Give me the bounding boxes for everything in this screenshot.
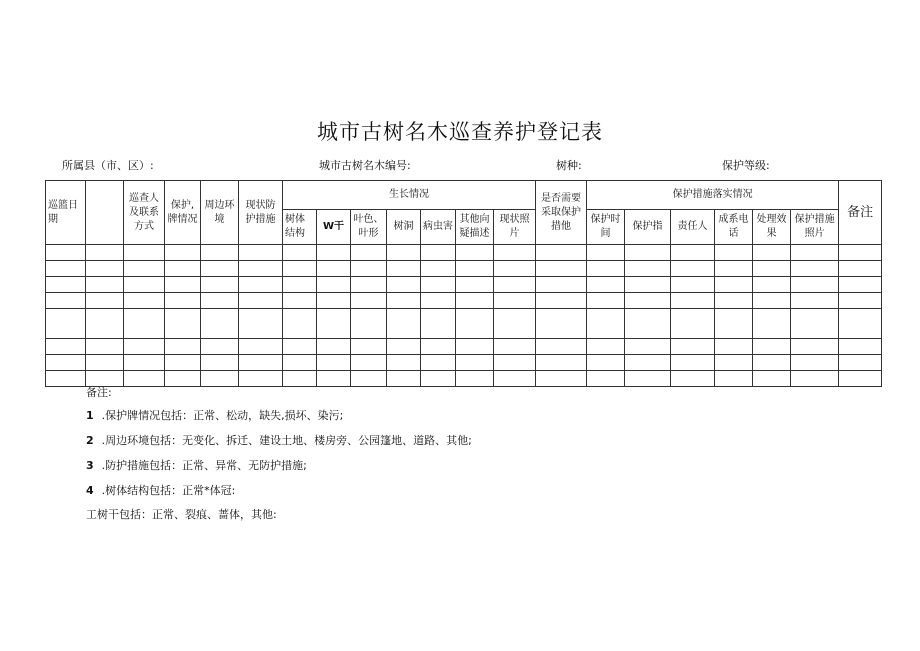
header-measure-photo: 保护措施照片 [791,210,839,245]
table-cell[interactable] [387,293,421,309]
header-measures: 现状防护措施 [239,181,283,245]
table-cell[interactable] [625,355,671,371]
table-cell[interactable] [124,261,165,277]
table-cell[interactable] [239,355,283,371]
table-cell[interactable] [791,245,839,261]
header-leaf: 叶色、叶形 [351,210,387,245]
table-cell[interactable] [317,355,351,371]
table-cell[interactable] [839,371,882,387]
table-cell[interactable] [839,355,882,371]
table-cell[interactable] [201,277,239,293]
table-row [46,261,882,277]
table-cell[interactable] [587,339,625,355]
table-cell[interactable] [587,245,625,261]
table-cell[interactable] [283,277,317,293]
table-cell[interactable] [317,277,351,293]
table-cell[interactable] [625,339,671,355]
table-cell[interactable] [201,261,239,277]
note-item-4 [86,482,235,498]
table-cell[interactable] [715,293,753,309]
header-prot-measure: 保护指 [625,210,671,245]
tree-id-label: 城市古树名木编号: [319,159,411,172]
table-cell[interactable] [536,355,587,371]
table-cell[interactable] [387,339,421,355]
table-row [46,277,882,293]
table-cell[interactable] [456,293,494,309]
table-cell[interactable] [671,355,715,371]
table-row [46,309,882,339]
header-environment: 周边环境 [201,181,239,245]
table-row [46,339,882,355]
table-cell[interactable] [791,261,839,277]
table-cell[interactable] [791,309,839,339]
table-cell[interactable] [387,245,421,261]
table-cell[interactable] [239,339,283,355]
table-cell[interactable] [351,293,387,309]
note-text: .树体结构包括：正常*体冠: [101,484,236,497]
table-cell[interactable] [715,371,753,387]
table-cell[interactable] [317,371,351,387]
table-cell[interactable] [536,293,587,309]
table-cell[interactable] [317,261,351,277]
table-cell[interactable] [124,309,165,339]
table-cell[interactable] [124,355,165,371]
table-cell[interactable] [421,277,456,293]
table-cell[interactable] [715,261,753,277]
table-cell[interactable] [201,355,239,371]
header-cavity: 树洞 [387,210,421,245]
table-cell[interactable] [387,277,421,293]
table-cell[interactable] [351,277,387,293]
table-cell[interactable] [671,245,715,261]
table-cell[interactable] [46,261,86,277]
table-cell[interactable] [387,355,421,371]
header-patrol-date: 巡篮日期 [46,181,86,245]
table-cell[interactable] [317,293,351,309]
table-cell[interactable] [201,293,239,309]
table-cell[interactable] [625,293,671,309]
table-cell[interactable] [536,339,587,355]
table-cell[interactable] [456,245,494,261]
table-cell[interactable] [46,293,86,309]
table-cell[interactable] [124,277,165,293]
header-pests: 病虫害 [421,210,456,245]
table-cell[interactable] [791,371,839,387]
table-cell[interactable] [715,309,753,339]
table-cell[interactable] [671,277,715,293]
table-cell[interactable] [587,277,625,293]
table-cell[interactable] [317,309,351,339]
table-cell[interactable] [839,309,882,339]
table-cell[interactable] [165,309,201,339]
note-text: .保护牌情况包括：正常、松动，缺失,损坏、染污; [101,409,344,422]
header-contact: 成系电话 [715,210,753,245]
table-cell[interactable] [283,293,317,309]
table-row [46,293,882,309]
note-number: 4 [86,484,94,497]
table-cell[interactable] [839,261,882,277]
note-number: 3 [86,459,94,472]
header-growth: 生长情况 [283,181,536,210]
table-cell[interactable] [494,245,536,261]
table-cell[interactable] [387,261,421,277]
table-cell[interactable] [536,277,587,293]
table-cell[interactable] [536,245,587,261]
table-cell[interactable] [351,261,387,277]
note-item-2 [86,432,472,448]
registration-table [45,180,882,387]
header-prot-time: 保护时间 [587,210,625,245]
table-cell[interactable] [86,355,124,371]
table-cell[interactable] [317,339,351,355]
table-cell[interactable] [494,293,536,309]
header-implementation: 保护措施落实情况 [587,181,839,210]
table-cell[interactable] [387,371,421,387]
table-cell[interactable] [351,309,387,339]
table-cell[interactable] [839,339,882,355]
table-cell[interactable] [536,261,587,277]
table-row [46,355,882,371]
table-cell[interactable] [239,309,283,339]
table-cell[interactable] [239,261,283,277]
table-cell[interactable] [536,371,587,387]
header-tree-structure: 树体结构 [283,210,317,245]
table-cell[interactable] [753,277,791,293]
table-cell[interactable] [791,277,839,293]
header-remarks: 备注 [839,181,882,245]
table-cell[interactable] [753,371,791,387]
table-cell[interactable] [165,339,201,355]
table-cell[interactable] [46,309,86,339]
table-cell[interactable] [671,371,715,387]
table-cell[interactable] [165,245,201,261]
header-responsible: 责任人 [671,210,715,245]
table-cell[interactable] [201,309,239,339]
table-cell[interactable] [283,371,317,387]
table-cell[interactable] [753,261,791,277]
table-cell[interactable] [124,371,165,387]
table-cell[interactable] [671,309,715,339]
table-cell[interactable] [625,261,671,277]
table-cell[interactable] [165,371,201,387]
table-cell[interactable] [494,277,536,293]
table-row [46,245,882,261]
table-cell[interactable] [587,261,625,277]
table-cell[interactable] [421,339,456,355]
table-cell[interactable] [625,309,671,339]
table-cell[interactable] [46,355,86,371]
table-cell[interactable] [86,245,124,261]
table-cell[interactable] [239,245,283,261]
table-cell[interactable] [671,293,715,309]
note-item-3 [86,457,307,473]
table-cell[interactable] [46,339,86,355]
table-cell[interactable] [791,339,839,355]
table-cell[interactable] [283,261,317,277]
table-cell[interactable] [86,339,124,355]
table-cell[interactable] [165,355,201,371]
table-cell[interactable] [421,293,456,309]
table-cell[interactable] [165,277,201,293]
table-cell[interactable] [283,339,317,355]
table-cell[interactable] [124,245,165,261]
note-last: 工树干包括：正常、裂痕、蔷体，其他: [86,508,277,521]
table-cell[interactable] [587,309,625,339]
header-inspector: 巡查人及联系方式 [124,181,165,245]
table-cell[interactable] [421,371,456,387]
species-label: 树种: [556,159,582,172]
table-cell[interactable] [201,339,239,355]
table-cell[interactable] [46,277,86,293]
note-number: 1 [86,409,94,422]
table-cell[interactable] [86,293,124,309]
table-cell[interactable] [625,277,671,293]
table-cell[interactable] [753,355,791,371]
table-cell[interactable] [86,277,124,293]
table-cell[interactable] [421,355,456,371]
table-cell[interactable] [456,371,494,387]
table-cell[interactable] [494,371,536,387]
page-title: 城市古树名木巡查养护登记表 [317,120,603,144]
table-cell[interactable] [839,293,882,309]
table-cell[interactable] [839,277,882,293]
table-cell[interactable] [421,261,456,277]
table-cell[interactable] [494,339,536,355]
table-cell[interactable] [791,293,839,309]
table-cell[interactable] [456,261,494,277]
note-item-1 [86,407,343,423]
header-blank [86,181,124,245]
table-cell[interactable] [387,309,421,339]
table-cell[interactable] [46,245,86,261]
table-cell[interactable] [839,245,882,261]
table-cell[interactable] [494,355,536,371]
header-sign-status: 保护,牌情况 [165,181,201,245]
table-cell[interactable] [587,293,625,309]
table-cell[interactable] [494,261,536,277]
table-cell[interactable] [201,245,239,261]
table-cell[interactable] [715,245,753,261]
table-cell[interactable] [421,309,456,339]
header-row-1 [46,181,882,210]
table-cell[interactable] [671,261,715,277]
header-effect: 处理效果 [753,210,791,245]
table-cell[interactable] [753,293,791,309]
table-cell[interactable] [791,355,839,371]
table-cell[interactable] [124,339,165,355]
table-cell[interactable] [456,355,494,371]
note-number: 2 [86,434,94,447]
table-cell[interactable] [283,245,317,261]
table-cell[interactable] [283,355,317,371]
table-cell[interactable] [86,261,124,277]
header-need-measures: 是否需要采取保护措他 [536,181,587,245]
county-label: 所属县（市、区）: [62,159,154,172]
notes-label: 备注: [86,386,112,399]
header-trunk: W干 [317,210,351,245]
table-cell[interactable] [351,245,387,261]
table-cell[interactable] [456,277,494,293]
table-cell[interactable] [715,355,753,371]
table-cell[interactable] [625,245,671,261]
table-cell[interactable] [351,355,387,371]
table-cell[interactable] [421,245,456,261]
table-cell[interactable] [317,245,351,261]
table-cell[interactable] [456,339,494,355]
table-cell[interactable] [239,371,283,387]
header-photo: 现状照片 [494,210,536,245]
table-cell[interactable] [625,371,671,387]
table-cell[interactable] [715,277,753,293]
table-cell[interactable] [86,309,124,339]
table-cell[interactable] [46,371,86,387]
table-cell[interactable] [536,309,587,339]
table-cell[interactable] [239,293,283,309]
table-cell[interactable] [587,371,625,387]
table-cell[interactable] [283,309,317,339]
table-cell[interactable] [715,339,753,355]
table-row [46,371,882,387]
table-cell[interactable] [456,309,494,339]
table-cell[interactable] [753,245,791,261]
table-cell[interactable] [351,371,387,387]
table-cell[interactable] [753,309,791,339]
table-cell[interactable] [494,309,536,339]
table-cell[interactable] [239,277,283,293]
table-cell[interactable] [124,293,165,309]
table-cell[interactable] [587,355,625,371]
table-cell[interactable] [753,339,791,355]
note-text: .周边环境包括：无变化、拆迁、建设土地、楼房旁、公园篷地、道路、其他; [101,434,472,447]
header-other-desc: 其他向疑描述 [456,210,494,245]
table-cell[interactable] [165,261,201,277]
table-cell[interactable] [201,371,239,387]
table-cell[interactable] [351,339,387,355]
table-cell[interactable] [671,339,715,355]
protection-level-label: 保护等级: [722,159,770,172]
note-text: .防护措施包括：正常、异常、无防护措施; [101,459,307,472]
table-cell[interactable] [165,293,201,309]
